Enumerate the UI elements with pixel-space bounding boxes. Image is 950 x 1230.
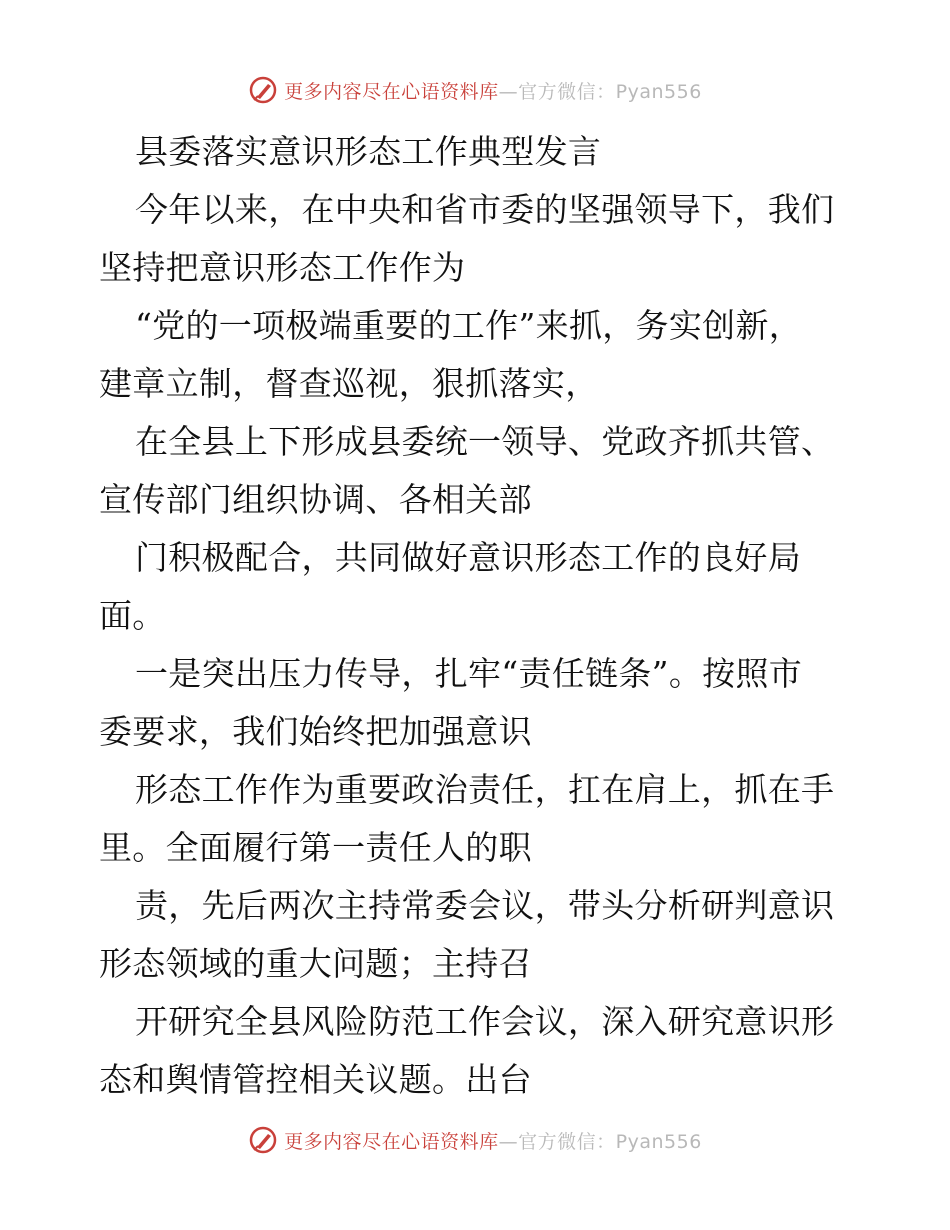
doc-line: 今年以来，在中央和省市委的坚强领导下，我们 [135,190,835,229]
doc-line: 一是突出压力传导，扎牢“责任链条”。按照市 [135,654,803,693]
doc-line: 责，先后两次主持常委会议，带头分析研判意识 [135,886,835,925]
doc-line: 建章立制，督查巡视，狠抓落实， [99,364,599,403]
footer-watermark [0,1120,950,1160]
header-watermark [0,70,950,110]
doc-title: 县委落实意识形态工作典型发言 [135,132,602,171]
doc-line: 形态工作作为重要政治责任，扛在肩上，抓在手 [135,770,835,809]
watermark-main: 更多内容尽在心语资料库 [284,1130,499,1153]
doc-line: 态和舆情管控相关议题。出台 [99,1060,532,1099]
watermark-text [284,1127,702,1154]
doc-line: 委要求，我们始终把加强意识 [99,712,532,751]
doc-line: 形态领域的重大问题；主持召 [99,944,532,983]
doc-line: 面。 [99,596,166,635]
watermark-sub: —官方微信：Pyan556 [498,1130,702,1153]
doc-line: 里。全面履行第一责任人的职 [99,828,532,867]
doc-line: 在全县上下形成县委统一领导、党政齐抓共管、 [135,422,835,461]
doc-line: 坚持把意识形态工作作为 [99,248,466,287]
watermark-main: 更多内容尽在心语资料库 [284,80,499,103]
doc-line: 宣传部门组织协调、各相关部 [99,480,532,519]
feather-pen-icon [248,1125,278,1155]
watermark-sub: —官方微信：Pyan556 [498,80,702,103]
doc-line: “党的一项极端重要的工作”来抓，务实创新， [135,306,803,345]
watermark-text [284,77,702,104]
doc-line: 门积极配合，共同做好意识形态工作的良好局 [135,538,801,577]
doc-line: 开研究全县风险防范工作会议，深入研究意识形 [135,1002,835,1041]
feather-pen-icon [248,75,278,105]
